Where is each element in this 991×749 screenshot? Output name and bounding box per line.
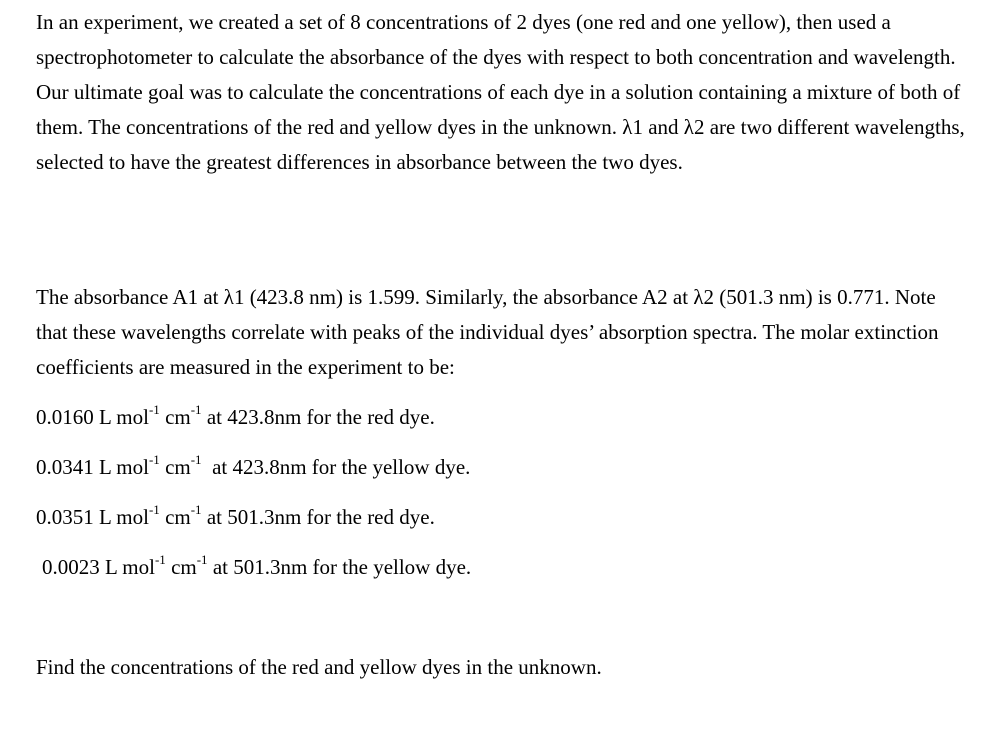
unit-cm: cm bbox=[159, 455, 191, 479]
absorbance-paragraph: The absorbance A1 at λ1 (423.8 nm) is 1.599. Similarly, the absorbance A2 at λ2 (501.3 nm) is 0.771. Note that these wavelengths correlate with peaks of the individual dyes’ absorption spectra. The molar extinction coefficients are measured in the experiment to be: bbox=[36, 285, 939, 379]
exponent: -1 bbox=[154, 552, 166, 567]
exponent: -1 bbox=[148, 502, 160, 517]
exponent: -1 bbox=[190, 452, 202, 467]
exponent: -1 bbox=[190, 502, 202, 517]
coefficient-line-red-423 bbox=[36, 400, 435, 435]
unit-cm: cm bbox=[165, 555, 197, 579]
question-text: Find the concentrations of the red and yellow dyes in the unknown. bbox=[36, 655, 602, 679]
unit-cm: cm bbox=[159, 505, 191, 529]
coefficient-line-red-501 bbox=[36, 500, 435, 535]
coefficient-description: at 501.3nm for the yellow dye. bbox=[207, 555, 472, 579]
exponent: -1 bbox=[148, 452, 160, 467]
coefficient-value: 0.0341 L mol bbox=[36, 455, 149, 479]
coefficient-value: 0.0351 L mol bbox=[36, 505, 149, 529]
intro-paragraph: In an experiment, we created a set of 8 concentrations of 2 dyes (one red and one yellow), then used a spectrophotometer to calculate the absorbance of the dyes with respect to both concentration and wavelength. Our ultimate goal was to calculate the concentrations of each dye in a solution containing a mixture of both of them. The concentrations of the red and yellow dyes in the unknown. λ1 and λ2 are two different wavelengths, selected to have the greatest differences in absorbance between the two dyes. bbox=[36, 10, 965, 174]
coefficient-line-yellow-501 bbox=[42, 550, 471, 585]
exponent: -1 bbox=[148, 402, 160, 417]
exponent: -1 bbox=[196, 552, 208, 567]
coefficient-value: 0.0023 L mol bbox=[42, 555, 155, 579]
coefficient-description: at 423.8nm for the red dye. bbox=[201, 405, 435, 429]
coefficient-line-yellow-423 bbox=[36, 450, 470, 485]
coefficient-description: at 423.8nm for the yellow dye. bbox=[201, 455, 471, 479]
unit-cm: cm bbox=[159, 405, 191, 429]
exponent: -1 bbox=[190, 402, 202, 417]
coefficient-value: 0.0160 L mol bbox=[36, 405, 149, 429]
coefficient-description: at 501.3nm for the red dye. bbox=[201, 505, 435, 529]
